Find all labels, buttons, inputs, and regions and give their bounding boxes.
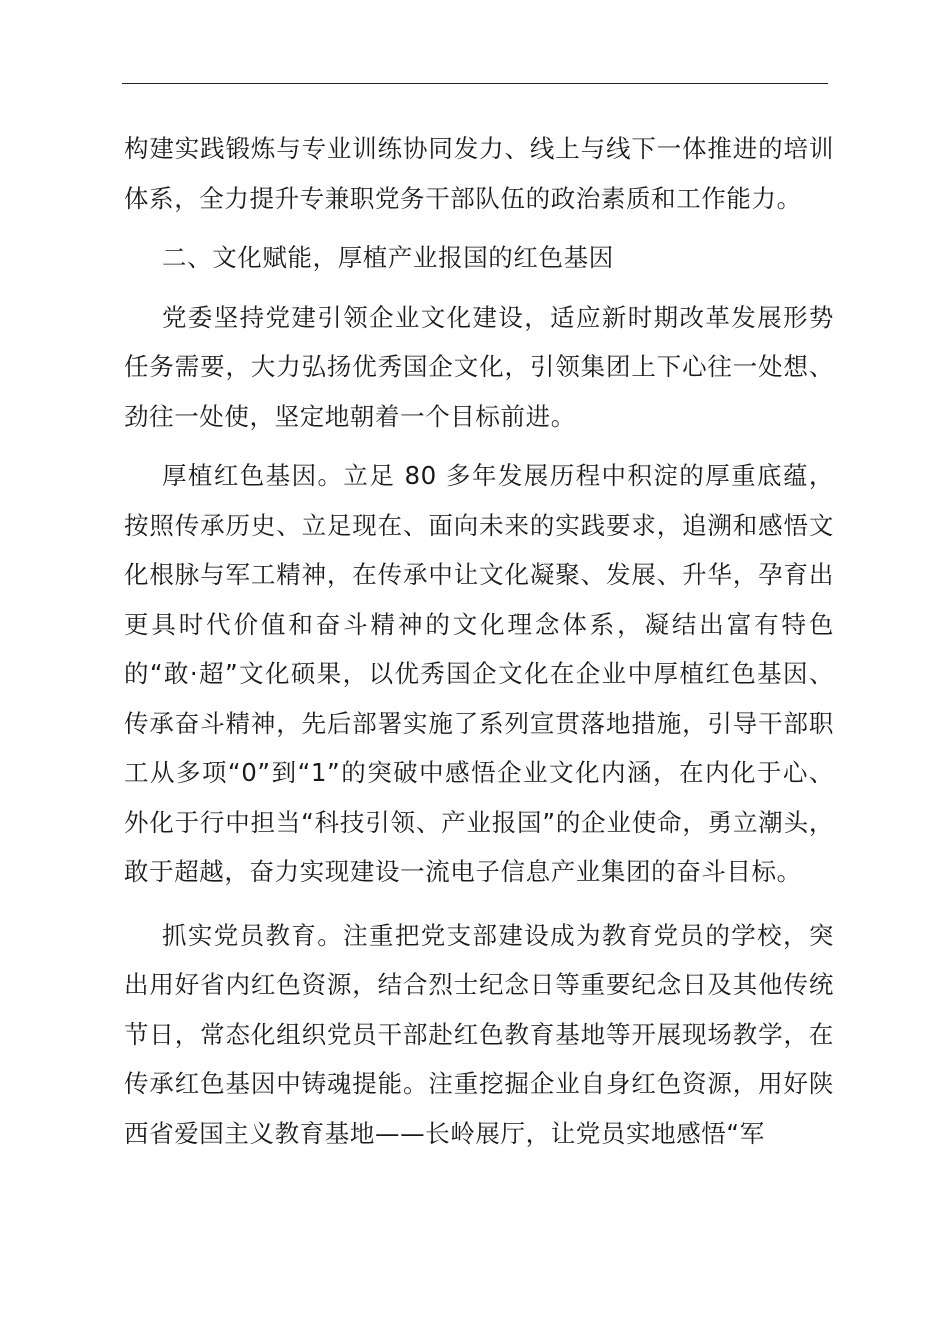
red-gene-paragraph: 厚植红色基因。立足 80 多年发展历程中积淀的厚重底蕴，按照传承历史、立足现在、面向未来的实践要求，追溯和感悟文化根脉与军工精神，在传承中让文化凝聚、发展、升华，孕育出更具时代价值和奋斗精神的文化理念体系，凝结出富有特色的“敢·超”文化硕果，以优秀国企文化在企业中厚植红色基因、传承奋斗精神，先后部署实施了系列宣贯落地措施，引导干部职工从多项“0”到“1”的突破中感悟企业文化内涵，在内化于心、外化于行中担当“科技引领、产业报国”的企业使命，勇立潮头，敢于超越，奋力实现建设一流电子信息产业集团的奋斗目标。 — [124, 461, 834, 886]
intro-paragraph: 党委坚持党建引领企业文化建设，适应新时期改革发展形势任务需要，大力弘扬优秀国企文化，引领集团上下心往一处想、劲往一处使，坚定地朝着一个目标前进。 — [124, 302, 834, 431]
header-rule — [122, 83, 828, 84]
party-education-paragraph: 抓实党员教育。注重把党支部建设成为教育党员的学校，突出用好省内红色资源，结合烈士纪念日等重要纪念日及其他传统节日，常态化组织党员干部赴红色教育基地等开展现场教学，在传承红色基因中铸魂提能。注重挖掘企业自身红色资源，用好陕西省爱国主义教育基地——长岭展厅，让党员实地感悟“军 — [124, 920, 834, 1148]
section-heading: 二、文化赋能，厚植产业报国的红色基因 — [162, 243, 614, 272]
document-body — [124, 124, 834, 1158]
continuation-paragraph: 构建实践锻炼与专业训练协同发力、线上与线下一体推进的培训体系，全力提升专兼职党务干部队伍的政治素质和工作能力。 — [124, 134, 834, 213]
